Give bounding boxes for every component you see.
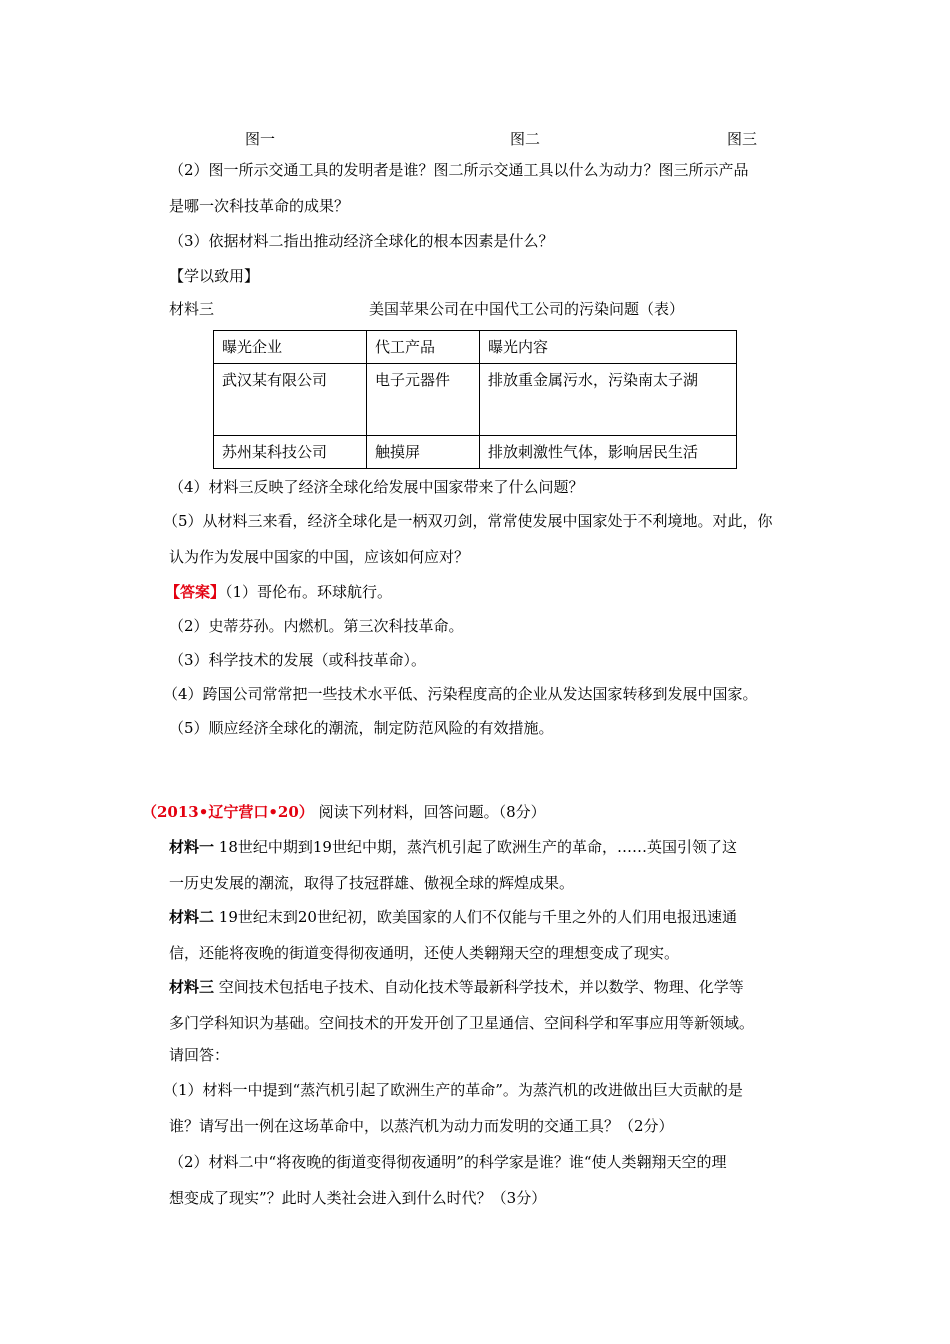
answer-5: （5）顺应经济全球化的潮流，制定防范风险的有效措施。 xyxy=(169,719,554,737)
table-cell: 排放重金属污水，污染南太子湖 xyxy=(480,364,737,436)
answer-line-1 xyxy=(165,582,392,602)
material-2-text: 19世纪末到20世纪初，欧美国家的人们不仅能与千里之外的人们用电报迅速通 xyxy=(218,908,737,926)
material-3b-text: 空间技术包括电子技术、自动化技术等最新科学技术，并以数学、物理、化学等 xyxy=(218,978,744,996)
answer-4: （4）跨国公司常常把一些技术水平低、污染程度高的企业从发达国家转移到发展中国家。 xyxy=(163,685,758,703)
question-2013-2-line-1: （2）材料二中“将夜晚的街道变得彻夜通明”的科学家是谁？谁“使人类翱翔天空的理 xyxy=(169,1153,727,1171)
table-cell: 武汉某有限公司 xyxy=(214,364,367,436)
table-header-cell: 代工产品 xyxy=(367,331,480,364)
material-3b-line-1 xyxy=(169,977,744,997)
material-1-line-1 xyxy=(169,837,737,857)
figure-label-3: 图三 xyxy=(727,130,758,148)
material-3b-line-2: 多门学科知识为基础。空间技术的开发开创了卫星通信、空间科学和军事应用等新领域。 xyxy=(169,1014,755,1032)
question-instruction: 阅读下列材料，回答问题。（8分） xyxy=(318,803,546,821)
answer-2: （2）史蒂芬孙。内燃机。第三次科技革命。 xyxy=(169,617,464,635)
table-header-cell: 曝光内容 xyxy=(480,331,737,364)
table-cell: 触摸屏 xyxy=(367,436,480,469)
table-row xyxy=(214,364,737,436)
figure-label-2: 图二 xyxy=(510,130,541,148)
question-4: （4）材料三反映了经济全球化给发展中国家带来了什么问题？ xyxy=(169,478,584,496)
answer-1: （1）哥伦布。环球航行。 xyxy=(225,583,393,601)
table-cell: 苏州某科技公司 xyxy=(214,436,367,469)
question-5-line-2: 认为作为发展中国家的中国，应该如何应对？ xyxy=(169,548,470,566)
material-3-label: 材料三 xyxy=(169,300,215,318)
figure-label-1: 图一 xyxy=(245,130,276,148)
answer-3: （3）科学技术的发展（或科技革命）。 xyxy=(169,651,427,669)
material-3b-label: 材料三 xyxy=(169,978,215,996)
table-row xyxy=(214,436,737,469)
material-2-line-2: 信，还能将夜晚的街道变得彻夜通明，还使人类翱翔天空的理想变成了现实。 xyxy=(169,944,680,962)
question-2013-1-line-1: （1）材料一中提到“蒸汽机引起了欧洲生产的革命”。为蒸汽机的改进做出巨大贡献的是 xyxy=(163,1081,743,1099)
table-header-row xyxy=(214,331,737,364)
material-1-text: 18世纪中期到19世纪中期，蒸汽机引起了欧洲生产的革命，……英国引领了这 xyxy=(218,838,737,856)
question-source-line xyxy=(142,802,546,822)
answer-tag: 【答案】 xyxy=(165,583,226,601)
table-header-cell: 曝光企业 xyxy=(214,331,367,364)
section-heading: 【学以致用】 xyxy=(169,267,260,285)
pollution-table xyxy=(213,330,737,469)
question-5-line-1: （5）从材料三来看，经济全球化是一柄双刃剑，常常使发展中国家处于不利境地。对此，你 xyxy=(163,512,773,530)
question-3: （3）依据材料二指出推动经济全球化的根本因素是什么？ xyxy=(169,232,554,250)
material-1-label: 材料一 xyxy=(169,838,215,856)
please-answer: 请回答： xyxy=(169,1046,230,1064)
question-2013-1-line-2: 谁？请写出一例在这场革命中，以蒸汽机为动力而发明的交通工具？（2分） xyxy=(169,1117,674,1135)
question-2-line-1: （2）图一所示交通工具的发明者是谁？图二所示交通工具以什么为动力？图三所示产品 xyxy=(169,161,749,179)
question-2-line-2: 是哪一次科技革命的成果？ xyxy=(169,197,350,215)
question-source: （2013•辽宁营口•20） xyxy=(142,803,314,821)
table-title: 美国苹果公司在中国代工公司的污染问题（表） xyxy=(369,300,685,318)
material-2-line-1 xyxy=(169,907,737,927)
material-1-line-2: 一历史发展的潮流，取得了技冠群雄、傲视全球的辉煌成果。 xyxy=(169,874,575,892)
table-cell: 电子元器件 xyxy=(367,364,480,436)
material-2-label: 材料二 xyxy=(169,908,215,926)
question-2013-2-line-2: 想变成了现实”？此时人类社会进入到什么时代？（3分） xyxy=(169,1189,547,1207)
table-cell: 排放刺激性气体，影响居民生活 xyxy=(480,436,737,469)
